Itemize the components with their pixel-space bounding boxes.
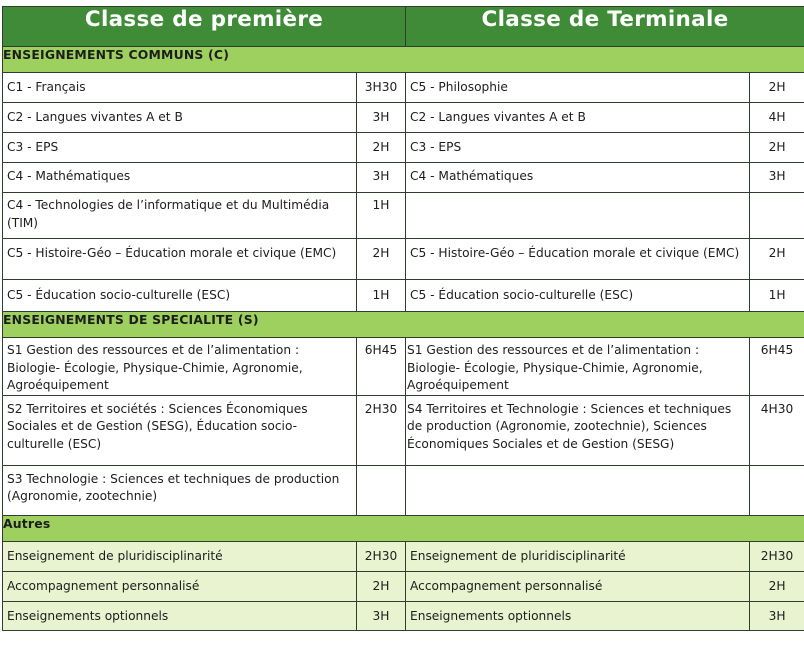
terminale-course-cell — [406, 193, 750, 239]
hours-value: 3H — [768, 169, 786, 183]
premiere-course-cell — [3, 193, 357, 239]
premiere-course-cell — [3, 541, 357, 571]
section-row-specialite — [3, 312, 804, 338]
table-row — [3, 465, 804, 515]
terminale-hours-cell — [750, 133, 804, 163]
course-label: C2 - Langues vivantes A et B — [410, 110, 586, 124]
premiere-hours-cell — [357, 73, 406, 103]
hours-value: 3H — [372, 110, 390, 124]
hours-value: 1H — [768, 288, 786, 302]
course-label: C5 - Histoire-Géo – Éducation morale et civique (EMC) — [410, 246, 740, 260]
table-row — [3, 103, 804, 133]
premiere-hours-cell — [357, 465, 406, 515]
course-label: Enseignement de pluridisciplinarité — [410, 548, 626, 563]
course-label: S2 Territoires et sociétés : Sciences Économiques Sociales et de Gestion (SESG), Éducation socio-culturelle (ESC) — [7, 401, 308, 451]
course-label: C5 - Histoire-Géo – Éducation morale et civique (EMC) — [7, 246, 337, 260]
hours-value — [750, 193, 804, 197]
premiere-course-cell — [3, 103, 357, 133]
premiere-course-cell — [3, 280, 357, 312]
premiere-course-cell — [3, 239, 357, 280]
terminale-hours-cell — [750, 338, 804, 396]
course-label: C3 - EPS — [7, 140, 59, 154]
premiere-course-cell — [3, 571, 357, 601]
terminale-hours-cell — [750, 541, 804, 571]
section-communs-label: ENSEIGNEMENTS COMMUNS (C) — [3, 47, 804, 73]
course-label: C4 - Mathématiques — [410, 169, 534, 183]
terminale-course-cell — [406, 465, 750, 515]
section-autres-label: Autres — [3, 515, 804, 541]
hours-value: 2H — [372, 578, 390, 593]
course-label: C2 - Langues vivantes A et B — [7, 110, 183, 124]
hours-value: 4H — [768, 110, 786, 124]
premiere-course-cell — [3, 601, 357, 630]
course-label: Accompagnement personnalisé — [7, 578, 200, 593]
terminale-course-cell — [406, 163, 750, 193]
terminale-course-cell — [406, 395, 750, 465]
hours-value: 3H30 — [364, 80, 398, 94]
premiere-course-cell — [3, 465, 357, 515]
hours-value — [357, 466, 405, 471]
premiere-hours-cell — [357, 163, 406, 193]
hours-value: 1H — [372, 198, 390, 212]
course-label: S1 Gestion des ressources et de l’alimentation : Biologie- Écologie, Physique-Chimie, Agronomie, Agroéquipement — [7, 343, 303, 392]
hours-value: 2H — [372, 140, 390, 154]
terminale-hours-cell — [750, 73, 804, 103]
terminale-course-cell — [406, 338, 750, 396]
terminale-course-cell — [406, 133, 750, 163]
terminale-course-cell — [406, 541, 750, 571]
section-specialite-label: ENSEIGNEMENTS DE SPECIALITE (S) — [3, 312, 804, 338]
hours-value: 3H — [372, 169, 390, 183]
hours-value: 3H — [372, 608, 390, 623]
hours-value: 2H — [372, 246, 390, 260]
premiere-hours-cell — [357, 395, 406, 465]
hours-value: 2H30 — [760, 548, 794, 563]
premiere-course-cell — [3, 395, 357, 465]
premiere-hours-cell — [357, 133, 406, 163]
premiere-hours-cell — [357, 338, 406, 396]
hours-value: 3H — [768, 608, 786, 623]
course-label: C5 - Éducation socio-culturelle (ESC) — [7, 288, 231, 302]
terminale-title: Classe de Terminale — [406, 7, 804, 47]
terminale-hours-cell — [750, 280, 804, 312]
table-row — [3, 338, 804, 396]
premiere-hours-cell — [357, 239, 406, 280]
premiere-hours-cell — [357, 541, 406, 571]
schedule-table — [2, 6, 804, 631]
premiere-course-cell — [3, 133, 357, 163]
table-row — [3, 133, 804, 163]
terminale-hours-cell — [750, 163, 804, 193]
course-label: S4 Territoires et Technologie : Sciences et techniques de production (Agronomie, zootechnie), Sciences Économiques Sociales et de Gestion (SESG) — [407, 401, 732, 451]
hours-value: 2H — [768, 80, 786, 94]
premiere-title: Classe de première — [3, 7, 406, 47]
premiere-hours-cell — [357, 571, 406, 601]
hours-value: 2H30 — [364, 401, 398, 416]
terminale-hours-cell — [750, 239, 804, 280]
course-label: C5 - Philosophie — [410, 80, 508, 94]
course-label: C4 - Technologies de l’informatique et du Multimédia (TIM) — [7, 198, 330, 230]
header-row — [3, 7, 804, 47]
section-row-autres — [3, 515, 804, 541]
terminale-course-cell — [406, 280, 750, 312]
course-label: Enseignements optionnels — [410, 608, 572, 623]
premiere-course-cell — [3, 338, 357, 396]
course-label: Enseignements optionnels — [7, 608, 169, 623]
premiere-hours-cell — [357, 601, 406, 630]
terminale-course-cell — [406, 73, 750, 103]
course-label: S1 Gestion des ressources et de l’alimentation : Biologie- Écologie, Physique-Chimie, Agronomie, Agroéquipement — [407, 343, 703, 392]
hours-value: 1H — [372, 288, 390, 302]
terminale-course-cell — [406, 103, 750, 133]
hours-value: 6H45 — [364, 343, 398, 357]
course-label — [406, 193, 749, 197]
table-row — [3, 73, 804, 103]
terminale-course-cell — [406, 601, 750, 630]
terminale-hours-cell — [750, 571, 804, 601]
terminale-hours-cell — [750, 465, 804, 515]
hours-value: 6H45 — [760, 343, 794, 357]
terminale-course-cell — [406, 239, 750, 280]
terminale-hours-cell — [750, 193, 804, 239]
hours-value: 2H — [768, 578, 786, 593]
table-row — [3, 395, 804, 465]
premiere-hours-cell — [357, 193, 406, 239]
terminale-hours-cell — [750, 395, 804, 465]
table-row — [3, 280, 804, 312]
table-row — [3, 571, 804, 601]
table-row — [3, 193, 804, 239]
premiere-course-cell — [3, 163, 357, 193]
premiere-hours-cell — [357, 280, 406, 312]
course-label — [406, 466, 749, 471]
table-row — [3, 239, 804, 280]
terminale-hours-cell — [750, 103, 804, 133]
course-label: Enseignement de pluridisciplinarité — [7, 548, 223, 563]
course-label: C4 - Mathématiques — [7, 169, 131, 183]
terminale-course-cell — [406, 571, 750, 601]
course-label: S3 Technologie : Sciences et techniques de production (Agronomie, zootechnie) — [7, 471, 340, 503]
hours-value: 2H — [768, 140, 786, 154]
terminale-hours-cell — [750, 601, 804, 630]
table-row — [3, 601, 804, 630]
premiere-course-cell — [3, 73, 357, 103]
course-label: C1 - Français — [7, 80, 86, 94]
course-label: C3 - EPS — [410, 140, 462, 154]
hours-value: 2H — [768, 246, 786, 260]
hours-value — [750, 466, 804, 471]
course-label: Accompagnement personnalisé — [410, 578, 603, 593]
section-row-communs — [3, 47, 804, 73]
table-row — [3, 541, 804, 571]
hours-value: 4H30 — [760, 401, 794, 416]
table-row — [3, 163, 804, 193]
hours-value: 2H30 — [364, 548, 398, 563]
premiere-hours-cell — [357, 103, 406, 133]
course-label: C5 - Éducation socio-culturelle (ESC) — [410, 288, 634, 302]
